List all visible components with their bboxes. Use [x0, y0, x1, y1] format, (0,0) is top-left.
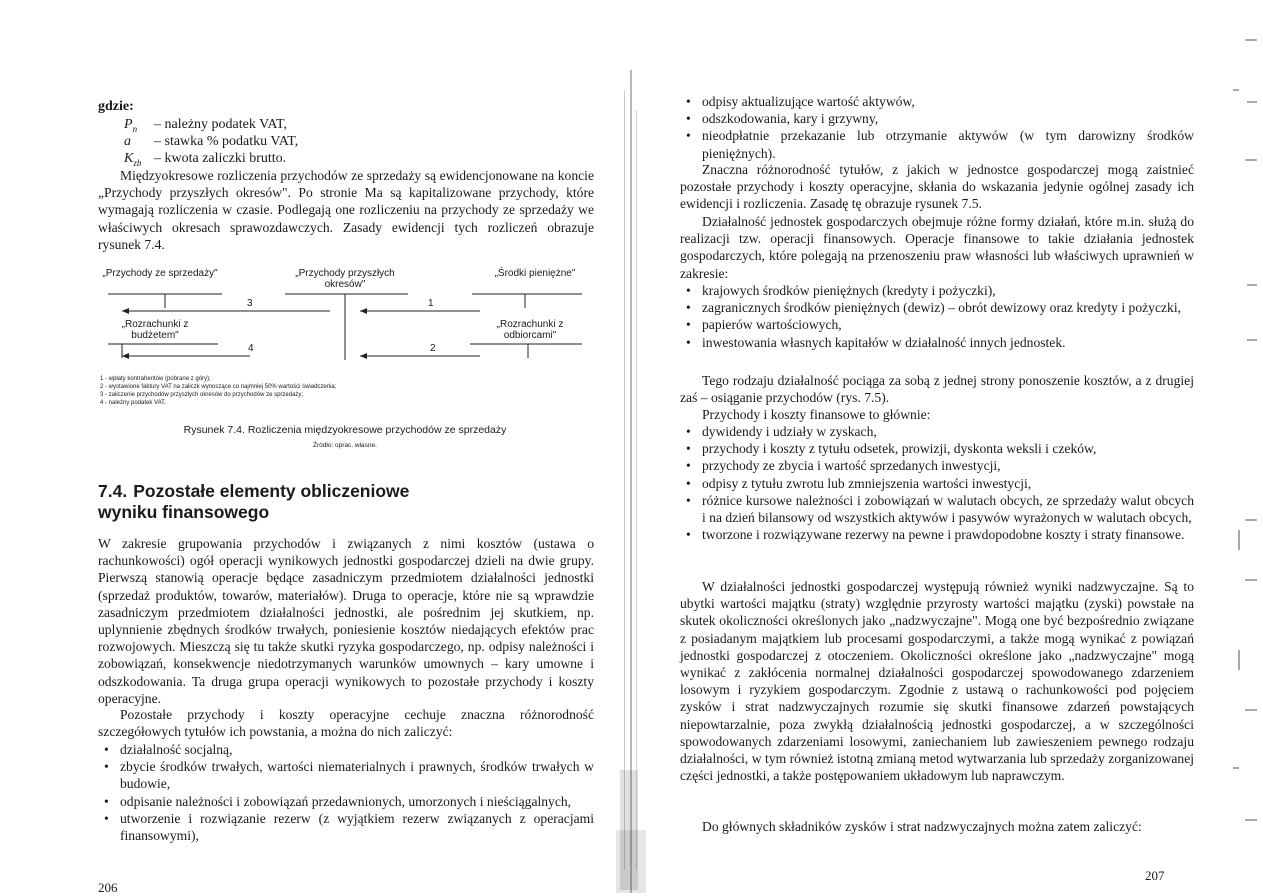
paragraph-extraordinary: W działalności jednostki gospodarczej występują również wyniki nadzwyczajne. Są to ubytki wartości majątku (straty) względnie przyrosty wartości majątku (zyski) powstałe na skutek okoliczności określonych jako „nadzwyczajne". Mogą one być bezpośrednio związane z posiadanym majątkiem lub procesami gospodarczymi, a także mogą wynikać z powiązań jednostki gospodarczej z otoczeniem. Okoliczności określone jako „nadzwyczajne" mogą wynikać z zakłócenia normalnej działalności gospodarczej spowodowanego zdarzeniem losowym i ryzykiem gospodarczym. Zgodnie z ustawą o rachunkowości pod pojęciem zysków i strat nadzwyczajnych rozumie się skutki finansowe zdarzeń powstających niepowtarzalnie, poza zwykłą działalnością jednostki gospodarczej, a w szczególności spowodowanych zdarzeniami losowymi, zaniechaniem lub zawieszeniem pewnego rodzaju działalności, w tym również istotną zmianą metod wytwarzania lub sprzedaży zorganizowanej części jednostki, a także postępowaniem układowym lub naprawczym.: [680, 579, 1194, 784]
figure-7-4-diagram: [100, 262, 590, 372]
list-aktywa: [680, 93, 1194, 162]
paragraph-accruals: Międzyokresowe rozliczenia przychodów ze sprzedaży są ewidencjonowane na koncie „Przychody przyszłych okresów". Po stronie Ma są kapitalizowane przychody, które wymagają rozliczenia w czasie. Podlegają one rozliczeniu na przychody ze sprzedaży we właściwych okresach sprawozdawczych. Zasady ewidencji tych rozliczeń obrazuje rysunek 7.4.: [98, 168, 594, 252]
box-receivables: „Rozrachunki z odbiorcami": [496, 319, 564, 341]
box-tax-settlements: „Rozrachunki z budżetem": [121, 319, 189, 341]
paragraph-diversity: Znaczna różnorodność tytułów, z jakich w jednostce gospodarczej mogą zaistnieć pozostałe przychody i koszty operacyjne, skłania do wskazania jedynie ogólnej zasady ich ewidencji i rozliczenia. Zasadę tę obrazuje rysunek 7.5.: [680, 162, 1194, 212]
box-deferred-revenue: „Przychody przyszłych okresów": [295, 268, 395, 290]
section-number: 7.4.: [98, 481, 128, 501]
list-item: • krajowych środków pieniężnych (kredyty i pożyczki),: [686, 283, 996, 298]
page-number-left: 206: [98, 880, 118, 895]
list-other-items: [98, 741, 594, 844]
paragraph-costs-revenues: Tego rodzaju działalność pociąga za sobą z jednej strony ponoszenie kosztów, a z drugiej zaś – osiąganie przychodów (rys. 7.5).: [680, 373, 1194, 406]
paragraph-main-components: Do głównych składników zysków i strat nadzwyczajnych można zatem zaliczyć:: [702, 819, 1142, 834]
list-item: • zbycie środków trwałych, wartości niematerialnych i prawnych, środków trwałych w budowie,: [104, 759, 594, 792]
page-number-right: 207: [1145, 868, 1165, 883]
box-cash: „Środki pieniężne": [494, 268, 576, 279]
list-item: • dywidendy i udziały w zyskach,: [686, 424, 877, 439]
list-item: • przychody i koszty z tytułu odsetek, prowizji, dyskonta weksli i czeków,: [686, 441, 1097, 457]
paragraph-other-income: Pozostałe przychody i koszty operacyjne cechuje znaczna różnorodność szczegółowych tytułów ich powstania, a można do nich zaliczyć:: [98, 707, 594, 740]
paragraph-financial-main: Przychody i koszty finansowe to głównie:: [702, 407, 931, 422]
list-financial-scope: [680, 282, 1194, 351]
list-item: • utworzenie i rozwiązanie rezerw (z wyjątkiem rezerw związanych z operacjami finansowymi),: [104, 810, 594, 844]
list-item: • działalność socjalną,: [104, 742, 233, 757]
list-financial-items: [680, 423, 1194, 543]
list-item: • papierów wartościowych,: [686, 317, 842, 333]
paragraph-financial-ops: Działalność jednostek gospodarczych obejmuje różne formy działań, które m.in. służą do realizacji tzw. operacji finansowych. Operacje finansowe to takie działania jednostek gospodarczych, które polegają na przenoszeniu praw własności lub właściwych uprawnień w zakresie:: [680, 214, 1194, 281]
flow-number-4: 4: [248, 343, 254, 354]
section-heading: 7.4. Pozostałe elementy obliczeniowe wyniku finansowego: [98, 481, 410, 522]
where-label: gdzie:: [98, 99, 134, 114]
list-item: • przychody ze zbycia i wartość sprzedanych inwestycji,: [686, 458, 1001, 474]
definition-pn: $P_n$ – należny podatek VAT,: [124, 117, 287, 134]
list-item: • odpisanie należności i zobowiązań przedawnionych, umorzonych i nieściągalnych,: [104, 793, 572, 809]
list-item: • tworzone i rozwiązywane rezerwy na pewne i prawdopodobne koszty i straty finansowe.: [686, 527, 1185, 543]
list-item: • zagranicznych środków pieniężnych (dewiz) – obrót dewizowy oraz kredyty i pożyczki,: [686, 300, 1181, 316]
figure-caption: Rysunek 7.4. Rozliczenia międzyokresowe przychodów ze sprzedaży: [183, 424, 507, 436]
definition-kzb: $K_{zb}$ – kwota zaliczki brutto.: [124, 151, 287, 168]
legend-item: 3 - zaliczenie przychodów przyszłych okresów do przychodów ze sprzedaży;: [100, 392, 304, 398]
legend-item: 4 - należny podatek VAT.: [100, 400, 166, 406]
flow-number-1: 1: [428, 298, 434, 309]
flow-number-2: 2: [430, 343, 436, 354]
list-item: • inwestowania własnych kapitałów w działalność innych jednostek.: [686, 334, 1066, 350]
left-page: [0, 0, 625, 893]
figure-source: Źródło: oprac. własne.: [313, 442, 377, 449]
paragraph-operations: W zakresie grupowania przychodów i związanych z nimi kosztów (ustawa o rachunkowości) ogół operacji wynikowych jednostki gospodarczej dzieli na dwie grupy. Pierwszą stanowią operacje będące zasadniczym przedmiotem działalności jednostki (sprzedaż produktów, towarów, materiałów). Druga to operacje, które nie są wprawdzie zasadniczym przedmiotem działalności jednostki, ale pośrednim jej skutkiem, np. uplynnienie zbędnych środków trwałych, poniesienie kosztów niedających efektów prac rozwojowych. Mieszczą się tu także skutki ryzyka gospodarczego, np. odpisy należności i zobowiązań, konsekwencje niedotrzymanych warunków umownych – kary umowne i odszkodowania. Ta druga grupa operacji wynikowych to pozostałe przychody i koszty operacyjne.: [98, 536, 594, 706]
right-page: [640, 0, 1263, 893]
figure-legend: [100, 375, 336, 407]
list-item: • nieodpłatnie przekazanie lub otrzymanie aktywów (w tym darowizny środków pieniężnych).: [686, 128, 1194, 161]
list-item: • odpisy aktualizujące wartość aktywów,: [686, 94, 915, 109]
definition-a: a – stawka % podatku VAT,: [124, 134, 299, 149]
legend-item: 1 - wpłaty kontrahentów (pobrane z góry);: [100, 376, 211, 382]
scan-margin-marks: [1225, 20, 1263, 880]
list-item: • odpisy z tytułu zwrotu lub zmniejszenia wartości inwestycji,: [686, 475, 1032, 491]
list-item: • różnice kursowe należności i zobowiązań w walutach obcych, ze sprzedaży walut obcych i na dzień bilansowy od wszystkich aktywów i pasywów wyrażonych w walutach obcych,: [686, 492, 1194, 526]
box-sales-revenue: „Przychody ze sprzedaży": [102, 268, 218, 279]
diagram-lines: [100, 262, 590, 372]
legend-item: 2 - wystawione faktury VAT na zaliczk wynoszące co najmniej 50% wartości świadczenia;: [100, 384, 337, 390]
flow-number-3: 3: [247, 298, 253, 309]
list-item: • odszkodowania, kary i grzywny,: [686, 111, 879, 127]
